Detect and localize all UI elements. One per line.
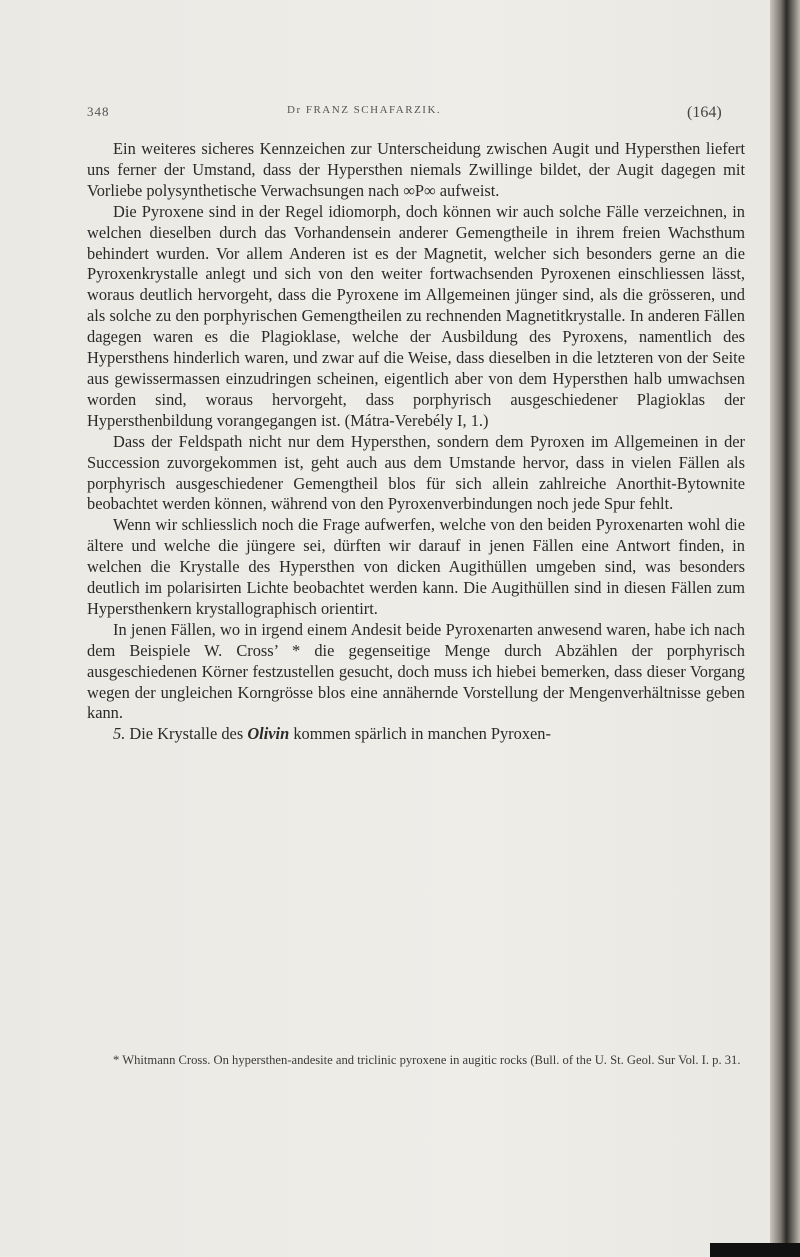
paragraph-2: Die Pyroxene sind in der Regel idiomorph, doch können wir auch solche Fälle verzeichnen, in welchen dieselben durch das Vorhandensein anderer Gemengtheile in ihrem freien Wachsthum behindert wurden. Vor allem Anderen ist es der Magnetit, welcher sich besonders gerne an die Pyroxenkrystalle anlegt und sich von den weiter fortwachsenden Pyroxenen einschliessen lässt, woraus deutlich hervorgeht, dass die Pyroxene im Allgemeinen jünger sind, als die grösseren, und als solche zu den porphyrischen Gemengtheilen zu rechnenden Magnetitkrystalle. In anderen Fällen dagegen waren es die Plagioklase, welche der Ausbildung des Pyroxens, namentlich des Hypersthens hinderlich waren, und zwar auf die Weise, dass dieselben in die letzteren von der Seite aus gewissermassen einzudringen scheinen, eigentlich aber von dem Hypersthen halb umwachsen worden sind, woraus hervorgeht, dass porphyrisch ausgeschiedener Plagioklas der Hypersthenbildung vorangegangen ist. (Mátra-Verebély I, 1.) — [87, 201, 745, 430]
scan-edge-bar — [710, 1243, 800, 1257]
section-text-before: Die Krystalle des — [129, 724, 244, 744]
section-number: 5. — [113, 724, 126, 744]
paragraph-5: In jenen Fällen, wo in irgend einem Andesit beide Pyroxenarten anwesend waren, habe ich nach dem Beispiele W. Cross’ * die gegenseitige Menge durch Abzählen der porphyrisch ausgeschiedenen Körner festzustellen gesucht, doch muss ich hiebei bemerken, dass dieser Vorgang wegen der ungleichen Korngrösse blos eine annähernde Vorstellung der Mengenverhältnisse geben kann. — [87, 619, 745, 723]
footnote-text: * Whitmann Cross. On hypersthen-andesite and triclinic pyroxene in augitic rocks (Bull. of the U. St. Geol. Sur Vol. I. p. 31. — [113, 1053, 741, 1067]
olivin-term: Olivin — [247, 724, 290, 744]
paragraph-4: Wenn wir schliesslich noch die Frage aufwerfen, welche von den beiden Pyroxenarten wohl die ältere und welche die jüngere sei, dürften wir darauf in jenen Fällen eine Antwort finden, in welchen die Krystalle des Hypersthen von dicken Augithüllen umgeben sind, was besonders deutlich im polarisirten Lichte beobachtet werden kann. Die Augithüllen sind in diesen Fällen zum Hypersthenkern krystallographisch orientirt. — [87, 515, 745, 618]
footnote — [87, 1052, 745, 1069]
section-5-paragraph — [87, 724, 745, 745]
page-number: 348 — [87, 104, 110, 119]
bracket-tag: (164) — [687, 104, 722, 121]
section-text-after: kommen spärlich in manchen Pyroxen- — [293, 724, 551, 744]
book-spine-edge — [770, 0, 800, 1257]
paragraph-1: Ein weiteres sicheres Kennzeichen zur Unterscheidung zwischen Augit und Hypersthen liefert uns ferner der Umstand, dass der Hypersthen niemals Zwillinge bildet, der Augit dagegen mit Vorliebe polysynthetische Verwachsungen nach ∞P∞ aufweist. — [87, 139, 745, 200]
body-text — [87, 139, 745, 745]
paragraph-3: Dass der Feldspath nicht nur dem Hypersthen, sondern dem Pyroxen im Allgemeinen in der Succession zuvorgekommen ist, geht auch aus dem Umstande hervor, dass in vielen Fällen als porphyrisch ausgeschiedener Gemengtheil blos für sich allein zahlreiche Anorthit-Bytownite beobachtet werden können, während von den Pyroxenverbindungen noch jede Spur fehlt. — [87, 431, 745, 514]
running-head: Dr FRANZ SCHAFARZIK. — [287, 104, 442, 116]
page-header — [87, 104, 747, 130]
